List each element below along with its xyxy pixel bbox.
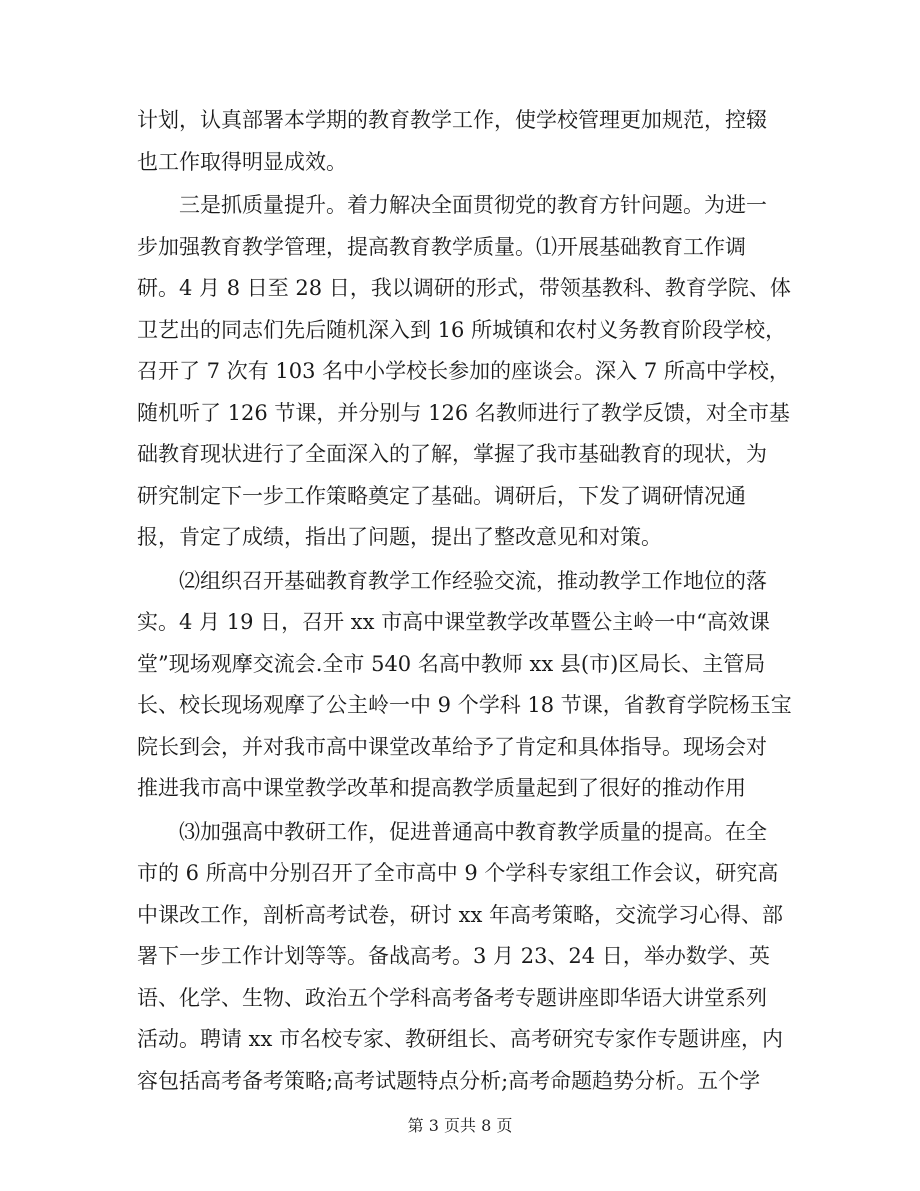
text-line: 卫艺出的同志们先后随机深入到 16 所城镇和农村义务教育阶段学校， (137, 317, 787, 342)
paragraph-start-line: ⑵组织召开基础教育教学工作经验交流，推动教学工作地位的落 (179, 568, 767, 593)
text-line: 推进我市高中课堂教学改革和提高教学质量起到了很好的推动作用 (137, 776, 746, 800)
text-line: 召开了 7 次有 103 名中小学校长参加的座谈会。深入 7 所高中学校， (137, 359, 790, 383)
text-line: 院长到会，并对我市高中课堂改革给予了肯定和具体指导。现场会对 (137, 734, 767, 759)
text-line: 活动。聘请 xx 市名校专家、教研组长、高考研究专家作专题讲座，内 (137, 1027, 784, 1051)
text-line: 堂”现场观摩交流会.全市 540 名高中教师 xx 县(市)区局长、主管局 (137, 651, 766, 676)
text-line: 长、校长现场观摩了公主岭一中 9 个学科 18 节课，省教育学院杨玉宝 (137, 693, 792, 717)
text-line: 随机听了 126 节课，并分别与 126 名教师进行了教学反馈，对全市基 (137, 400, 790, 425)
document-body (137, 100, 792, 1102)
text-line: 报，肯定了成绩，指出了问题，提出了整改意见和对策。 (137, 525, 662, 549)
paragraph-start-line: ⑶加强高中教研工作，促进普通高中教育教学质量的提高。在全 (179, 819, 767, 844)
page-number-footer: 第 3 页共 8 页 (407, 1116, 513, 1135)
text-line: 研。4 月 8 日至 28 日，我以调研的形式，带领基教科、教育学院、体 (137, 276, 791, 300)
text-line: 研究制定下一步工作策略奠定了基础。调研后，下发了调研情况通 (137, 483, 746, 508)
text-line: 计划，认真部署本学期的教育教学工作，使学校管理更加规范，控辍 (137, 108, 767, 132)
text-line: 实。4 月 19 日，召开 xx 市高中课堂教学改革暨公主岭一中“高效课 (137, 610, 770, 634)
paragraph-start-line: 三是抓质量提升。着力解决全面贯彻党的教育方针问题。为进一 (179, 193, 767, 217)
text-line: 容包括高考备考策略;高考试题特点分析;高考命题趋势分析。五个学 (137, 1068, 761, 1093)
text-line: 步加强教育教学管理，提高教育教学质量。⑴开展基础教育工作调 (137, 234, 746, 259)
text-line: 也工作取得明显成效。 (137, 149, 347, 174)
text-line: 语、化学、生物、政治五个学科高考备考专题讲座即华语大讲堂系列 (137, 985, 767, 1010)
text-line: 市的 6 所高中分别召开了全市高中 9 个学科专家组工作会议，研究高 (137, 861, 779, 885)
text-line: 中课改工作，剖析高考试卷，研讨 xx 年高考策略，交流学习心得、部 (137, 902, 784, 927)
text-line: 础教育现状进行了全面深入的了解，掌握了我市基础教育的现状，为 (137, 442, 767, 466)
text-line: 署下一步工作计划等等。备战高考。3 月 23、24 日，举办数学、英 (137, 944, 770, 968)
